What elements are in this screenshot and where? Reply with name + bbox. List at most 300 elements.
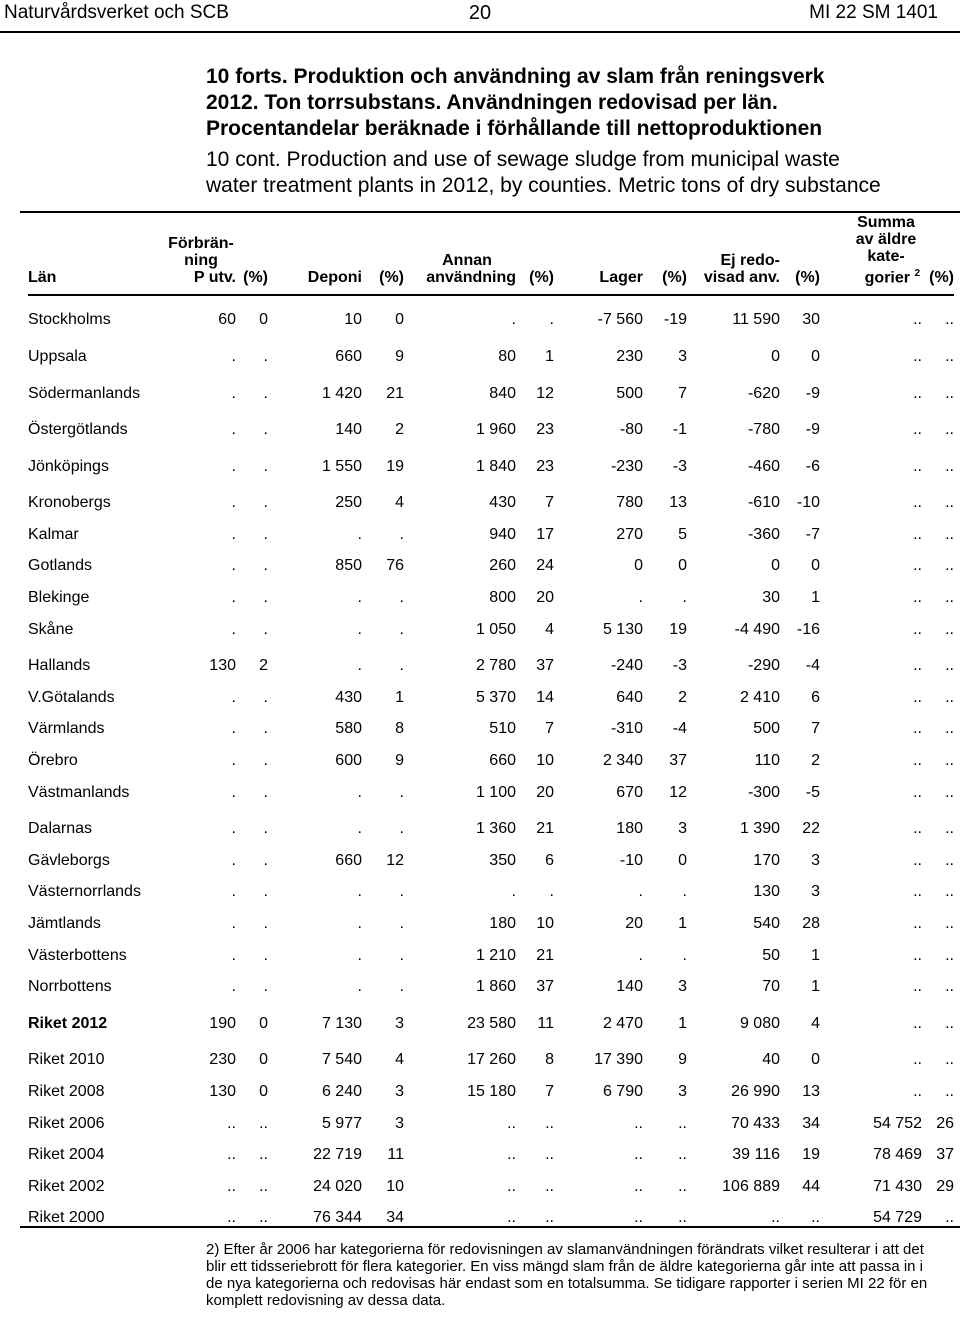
cell: 0 (259, 311, 268, 329)
col-pct-summa: (%) (929, 269, 954, 287)
cell: .. (945, 978, 954, 996)
row-label: Riket 2002 (28, 1177, 105, 1195)
cell: 9 (395, 347, 404, 365)
cell: . (263, 384, 268, 402)
cell: . (399, 657, 404, 675)
cell: -16 (796, 620, 820, 638)
cell: 3 (678, 347, 687, 365)
cell: 640 (616, 688, 643, 706)
cell: .. (259, 1209, 268, 1227)
cell: 5 370 (475, 688, 516, 706)
cell: -780 (747, 421, 780, 439)
cell: 1 (811, 589, 820, 607)
cell: 11 590 (732, 311, 780, 329)
cell: .. (545, 1209, 554, 1227)
cell: .. (545, 1177, 554, 1195)
cell: 6 790 (602, 1082, 643, 1100)
cell: . (357, 820, 362, 838)
cell: 0 (811, 557, 820, 575)
table-bottom-rule (20, 1226, 960, 1228)
row-label: Östergötlands (28, 421, 128, 439)
cell: 2 410 (739, 688, 780, 706)
cell: 1 (545, 347, 554, 365)
cell: 12 (669, 783, 687, 801)
cell: 230 (209, 1051, 236, 1069)
cell: 4 (395, 1051, 404, 1069)
cell: . (231, 752, 236, 770)
cell: 50 (762, 946, 780, 964)
cell: .. (913, 783, 922, 801)
cell: . (682, 589, 687, 607)
cell: 510 (489, 720, 516, 738)
cell: . (231, 620, 236, 638)
table-row (28, 579, 954, 611)
table-row (28, 407, 954, 444)
header-series: MI 22 SM 1401 (809, 2, 938, 23)
cell: -19 (663, 311, 687, 329)
cell: . (638, 589, 643, 607)
cell: 71 430 (873, 1177, 922, 1195)
cell: . (263, 783, 268, 801)
cell: .. (259, 1114, 268, 1132)
cell: . (399, 589, 404, 607)
cell: 1 (678, 1014, 687, 1032)
cell: 22 719 (313, 1146, 362, 1164)
cell: . (638, 883, 643, 901)
cell: 20 (625, 915, 643, 933)
cell: -1 (672, 421, 687, 439)
cell: .. (227, 1146, 236, 1164)
cell: 180 (489, 915, 516, 933)
cell: 850 (335, 557, 362, 575)
table-row (28, 1105, 954, 1137)
cell: .. (945, 620, 954, 638)
row-label: Kronobergs (28, 494, 111, 512)
cell: 40 (762, 1051, 780, 1069)
cell: 10 (536, 915, 554, 933)
cell: 3 (811, 883, 820, 901)
cell: 12 (536, 384, 554, 402)
col-lan: Län (28, 269, 57, 287)
table-row (28, 842, 954, 874)
cell: 500 (753, 720, 780, 738)
table-row (28, 774, 954, 806)
cell: 23 (536, 457, 554, 475)
cell: 10 (344, 311, 362, 329)
row-label: Västernorrlands (28, 883, 141, 901)
cell: .. (913, 978, 922, 996)
cell: 7 (545, 1082, 554, 1100)
cell: -230 (610, 457, 643, 475)
col-pct-annan: (%) (529, 269, 554, 287)
cell: 130 (209, 1082, 236, 1100)
cell: 19 (386, 457, 404, 475)
cell: 580 (335, 720, 362, 738)
cell: . (263, 883, 268, 901)
cell: . (399, 783, 404, 801)
cell: 9 (678, 1051, 687, 1069)
cell: 4 (545, 620, 554, 638)
cell: . (682, 946, 687, 964)
cell: . (263, 557, 268, 575)
cell: 1 (395, 688, 404, 706)
cell: 9 080 (739, 1014, 780, 1032)
cell: -3 (672, 457, 687, 475)
table-row (28, 480, 954, 517)
cell: 2 470 (602, 1014, 643, 1032)
cell: . (231, 688, 236, 706)
table-row (28, 295, 954, 333)
cell: .. (913, 820, 922, 838)
col-lager: Lager (599, 269, 643, 287)
cell: 110 (754, 752, 780, 770)
cell: 7 (678, 384, 687, 402)
cell: .. (913, 589, 922, 607)
cell: .. (913, 657, 922, 675)
cell: . (231, 946, 236, 964)
cell: .. (811, 1209, 820, 1227)
cell: -10 (619, 851, 643, 869)
cell: 11 (387, 1146, 404, 1164)
cell: . (263, 589, 268, 607)
cell: . (231, 820, 236, 838)
cell: .. (634, 1209, 643, 1227)
cell: .. (945, 347, 954, 365)
cell: 1 860 (475, 978, 516, 996)
cell: 13 (802, 1082, 820, 1100)
cell: 21 (536, 820, 554, 838)
cell: .. (913, 421, 922, 439)
data-table (28, 214, 954, 1231)
cell: .. (913, 311, 922, 329)
row-label: Riket 2008 (28, 1082, 105, 1100)
cell: 230 (616, 347, 643, 365)
row-label: Gävleborgs (28, 851, 110, 869)
cell: 26 (936, 1114, 954, 1132)
cell: .. (913, 347, 922, 365)
cell: .. (945, 688, 954, 706)
cell: .. (678, 1177, 687, 1195)
cell: -460 (747, 457, 780, 475)
title-sv-line1: 10 forts. Produktion och användning av slam från reningsverk (206, 65, 825, 88)
cell: -7 (805, 525, 820, 543)
cell: 7 (545, 494, 554, 512)
cell: . (231, 421, 236, 439)
row-label: Gotlands (28, 557, 93, 575)
cell: 130 (209, 657, 236, 675)
cell: .. (913, 851, 922, 869)
cell: 6 240 (321, 1082, 362, 1100)
cell: . (231, 783, 236, 801)
cell: 14 (536, 688, 554, 706)
cell: 500 (616, 384, 643, 402)
row-label: Blekinge (28, 589, 90, 607)
cell: 780 (616, 494, 643, 512)
cell: .. (945, 457, 954, 475)
cell: .. (945, 311, 954, 329)
cell: 800 (489, 589, 516, 607)
row-label: Riket 2004 (28, 1146, 105, 1164)
cell: .. (227, 1114, 236, 1132)
cell: . (231, 525, 236, 543)
cell: 0 (811, 347, 820, 365)
cell: . (357, 620, 362, 638)
cell: 6 (545, 851, 554, 869)
cell: . (231, 494, 236, 512)
table-row (28, 806, 954, 843)
cell: . (263, 688, 268, 706)
cell: .. (771, 1209, 780, 1227)
cell: 10 (536, 752, 554, 770)
cell: .. (913, 384, 922, 402)
row-label: Skåne (28, 620, 74, 638)
cell: -9 (805, 384, 820, 402)
cell: .. (634, 1114, 643, 1132)
cell: .. (913, 1082, 922, 1100)
cell: 2 (259, 657, 268, 675)
row-label: Kalmar (28, 525, 79, 543)
cell: . (231, 915, 236, 933)
cell: -5 (805, 783, 820, 801)
cell: 12 (386, 851, 404, 869)
cell: .. (507, 1177, 516, 1195)
cell: .. (945, 1082, 954, 1100)
cell: 37 (669, 752, 687, 770)
cell: 23 580 (467, 1014, 516, 1032)
cell: 76 (386, 557, 404, 575)
row-label: Jönköpings (28, 457, 109, 475)
cell: .. (634, 1177, 643, 1195)
cell: . (263, 752, 268, 770)
cell: 24 (536, 557, 554, 575)
table-row (28, 643, 954, 680)
col-pct-forbranning: (%) (243, 269, 268, 287)
cell: 11 (537, 1014, 554, 1032)
table-row (28, 874, 954, 906)
cell: 8 (545, 1051, 554, 1069)
cell: 430 (335, 688, 362, 706)
title-en-line2: water treatment plants in 2012, by counties. Metric tons of dry substance (206, 174, 881, 197)
cell: . (399, 978, 404, 996)
cell: -9 (805, 421, 820, 439)
cell: .. (507, 1146, 516, 1164)
cell: 70 433 (731, 1114, 780, 1132)
row-label: Norrbottens (28, 978, 112, 996)
table-row (28, 742, 954, 774)
cell: 20 (536, 589, 554, 607)
row-label: Dalarnas (28, 820, 93, 838)
cell: 140 (616, 978, 643, 996)
table-title-en (206, 147, 946, 199)
cell: 170 (753, 851, 780, 869)
cell: . (231, 557, 236, 575)
table-row (28, 937, 954, 969)
cell: 24 020 (313, 1177, 362, 1195)
cell: 140 (335, 421, 362, 439)
cell: 0 (771, 347, 780, 365)
cell: 3 (811, 851, 820, 869)
cell: 600 (335, 752, 362, 770)
table-row (28, 1137, 954, 1169)
cell: 7 (545, 720, 554, 738)
cell: 2 (678, 688, 687, 706)
cell: . (549, 883, 554, 901)
cell: .. (945, 557, 954, 575)
cell: .. (507, 1209, 516, 1227)
cell: . (511, 883, 516, 901)
cell: . (263, 525, 268, 543)
cell: . (357, 978, 362, 996)
cell: . (231, 978, 236, 996)
row-label: Riket 2006 (28, 1114, 105, 1132)
row-label: Hallands (28, 657, 91, 675)
cell: 840 (489, 384, 516, 402)
cell: 30 (802, 311, 820, 329)
cell: 17 (536, 525, 554, 543)
row-label: Riket 2010 (28, 1051, 105, 1069)
cell: 0 (771, 557, 780, 575)
cell: .. (913, 557, 922, 575)
cell: . (399, 620, 404, 638)
table-row (28, 1037, 954, 1074)
row-label: Riket 2012 (28, 1014, 108, 1032)
cell: 7 130 (321, 1014, 362, 1032)
row-label: Uppsala (28, 347, 87, 365)
cell: 22 (802, 820, 820, 838)
row-label: Västmanlands (28, 783, 130, 801)
cell: .. (913, 915, 922, 933)
cell: .. (678, 1146, 687, 1164)
cell: . (357, 525, 362, 543)
cell: 8 (395, 720, 404, 738)
title-en-line1: 10 cont. Production and use of sewage sludge from municipal waste (206, 148, 840, 171)
cell: 3 (678, 820, 687, 838)
cell: .. (259, 1146, 268, 1164)
cell: .. (945, 915, 954, 933)
cell: -80 (619, 421, 643, 439)
table-row (28, 516, 954, 548)
col-forbranning: Förbrän- ning P utv. (168, 235, 236, 287)
cell: .. (945, 1051, 954, 1069)
cell: .. (227, 1209, 236, 1227)
cell: 19 (669, 620, 687, 638)
cell: 70 (762, 978, 780, 996)
cell: 37 (936, 1146, 954, 1164)
cell: -310 (610, 720, 643, 738)
cell: 3 (395, 1014, 404, 1032)
cell: 350 (489, 851, 516, 869)
table-title-sv (206, 64, 946, 142)
cell: 39 116 (732, 1146, 780, 1164)
cell: .. (945, 946, 954, 964)
col-pct-deponi: (%) (379, 269, 404, 287)
cell: . (399, 820, 404, 838)
cell: 5 130 (602, 620, 643, 638)
cell: 0 (259, 1082, 268, 1100)
cell: -3 (672, 657, 687, 675)
cell: .. (913, 1051, 922, 1069)
table-body (28, 295, 954, 1231)
cell: 180 (616, 820, 643, 838)
cell: . (399, 525, 404, 543)
cell: .. (945, 820, 954, 838)
cell: 1 210 (475, 946, 516, 964)
cell: -610 (747, 494, 780, 512)
cell: .. (913, 620, 922, 638)
footnote: 2) Efter år 2006 har kategorierna för redovisningen av slamanvändningen förändrats vilket resulterar i att det blir ett tidsseriebrott för flera kategorier. En viss mängd slam från de äldre kategorierna går inte att passa in i de nya kategorierna och redovisas här endast som en totalsumma. Se tidigare rapporter i serien MI 22 för en komplett redovisning av dessa data. (206, 1241, 928, 1309)
cell: 5 (678, 525, 687, 543)
cell: .. (913, 1014, 922, 1032)
cell: 1 550 (321, 457, 362, 475)
cell: .. (913, 883, 922, 901)
cell: 940 (489, 525, 516, 543)
cell: . (357, 657, 362, 675)
table-top-rule (20, 211, 960, 213)
cell: . (263, 851, 268, 869)
cell: .. (945, 720, 954, 738)
cell: 5 977 (321, 1114, 362, 1132)
row-label: Stockholms (28, 311, 111, 329)
cell: .. (678, 1114, 687, 1132)
cell: .. (945, 883, 954, 901)
page-number: 20 (468, 2, 492, 24)
cell: -10 (796, 494, 820, 512)
cell: .. (913, 720, 922, 738)
cell: 3 (395, 1082, 404, 1100)
cell: 78 469 (873, 1146, 922, 1164)
cell: 4 (811, 1014, 820, 1032)
cell: -360 (747, 525, 780, 543)
cell: 660 (335, 347, 362, 365)
cell: 23 (536, 421, 554, 439)
cell: 34 (802, 1114, 820, 1132)
cell: 4 (395, 494, 404, 512)
cell: 6 (811, 688, 820, 706)
row-label: Örebro (28, 752, 78, 770)
cell: .. (913, 457, 922, 475)
cell: 0 (259, 1051, 268, 1069)
cell: .. (945, 657, 954, 675)
col-summa: Summa av äldre kate- gorier $^2$ (855, 214, 920, 287)
cell: .. (678, 1209, 687, 1227)
table-row (28, 333, 954, 370)
title-sv-line2: 2012. Ton torrsubstans. Användningen redovisad per län. (206, 91, 778, 114)
cell: 17 260 (467, 1051, 516, 1069)
cell: . (263, 720, 268, 738)
cell: 37 (536, 657, 554, 675)
cell: 54 729 (873, 1209, 922, 1227)
cell: 660 (335, 851, 362, 869)
cell: .. (945, 525, 954, 543)
cell: . (231, 347, 236, 365)
cell: 130 (753, 883, 780, 901)
cell: . (263, 620, 268, 638)
cell: .. (945, 589, 954, 607)
cell: . (511, 311, 516, 329)
cell: -4 490 (734, 620, 780, 638)
cell: 10 (386, 1177, 404, 1195)
cell: 15 180 (467, 1082, 516, 1100)
cell: 250 (335, 494, 362, 512)
cell: .. (945, 851, 954, 869)
table-row (28, 370, 954, 407)
cell: 430 (489, 494, 516, 512)
table-header-row (28, 214, 954, 295)
cell: .. (945, 494, 954, 512)
cell: 17 390 (594, 1051, 643, 1069)
cell: 2 340 (602, 752, 643, 770)
cell: . (357, 589, 362, 607)
